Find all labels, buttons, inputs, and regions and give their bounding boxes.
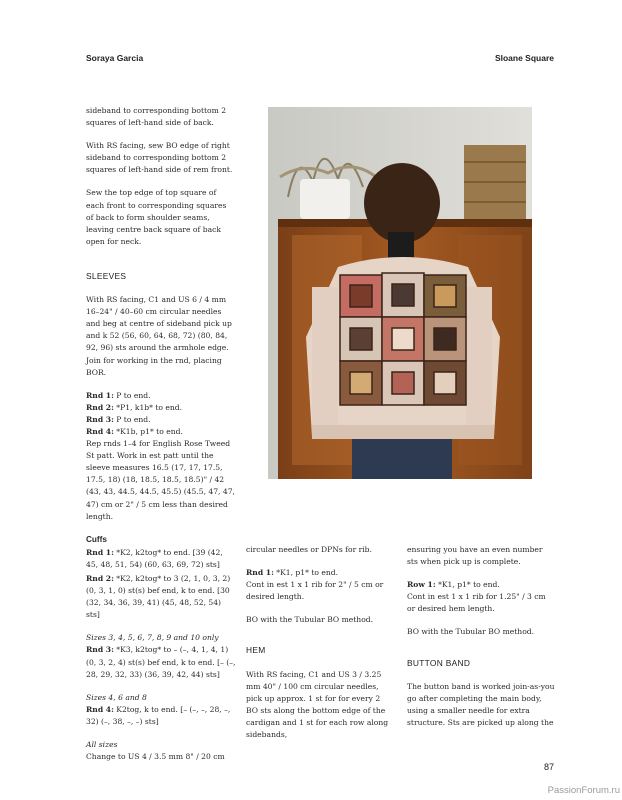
text-column-1 xyxy=(86,105,236,763)
round-2: Rnd 2: *P1, k1b* to end. xyxy=(86,402,183,412)
round-4: Rnd 4: *K1b, p1* to end. xyxy=(86,426,183,436)
cuff-round-2: Rnd 2: *K2, k2tog* to 3 (2, 1, 0, 3, 2) (0, 3, 1, 0) st(s) bef end, k to end. [30 (32, 34, 36, 39, 41) (45, 48, 52, 54) sts] xyxy=(86,574,231,620)
section-heading-sleeves: SLEEVES xyxy=(86,270,127,281)
model-photo xyxy=(268,107,532,479)
author-name: Soraya Garcia xyxy=(86,53,144,63)
cuff-round-4: Rnd 4: K2tog, k to end. [– (–, –, 28, –, 32) (–, 38, –, –) sts] xyxy=(86,704,231,726)
paragraph: Rep rnds 1–4 for English Rose Tweed St patt. Work in est patt until the sleeve measures 16.5 (17, 17, 17.5, 17.5, 18) (18, 18.5, 18.5, 18.5)" / 42 (43, 43, 44.5, 44.5, 45.5) (45.5, 47, 47, 47) cm or 2" / 5 cm less than desired length. xyxy=(86,439,235,521)
sizes-note: Sizes 4, 6 and 8 xyxy=(86,692,147,702)
section-heading-hem: HEM xyxy=(246,645,266,656)
paragraph: Cont in est 1 x 1 rib for 1.25" / 3 cm or desired hem length. xyxy=(407,592,546,614)
paragraph: With RS facing, C1 and US 3 / 3.25 mm 40" / 100 cm circular needles, pick up approx. 1 st for for every 2 BO sts along the bottom edge of the cardigan and 1 st for each row along sidebands, xyxy=(246,669,389,740)
round-1: Rnd 1: P to end. xyxy=(86,390,151,400)
paragraph: Change to US 4 / 3.5 mm 8" / 20 cm xyxy=(86,752,225,762)
watermark: PassionForum.ru xyxy=(547,785,620,796)
sizes-note: All sizes xyxy=(86,740,118,750)
sizes-note: Sizes 3, 4, 5, 6, 7, 8, 9 and 10 only xyxy=(86,633,219,643)
subheading-cuffs: Cuffs xyxy=(86,534,107,544)
paragraph: BO with the Tubular BO method. xyxy=(407,627,535,637)
paragraph: BO with the Tubular BO method. xyxy=(246,615,374,625)
paragraph: circular needles or DPNs for rib. xyxy=(246,545,372,554)
text-column-3 xyxy=(407,544,555,740)
cuff-round-3: Rnd 3: *K3, k2tog* to – (–, 4, 1, 4, 1) (0, 3, 2, 4) st(s) bef end, k to end. [– (–, 28, 29, 32, 33) (36, 39, 42, 44) sts] xyxy=(86,645,236,679)
paragraph: sideband to corresponding bottom 2 squares of left-hand side of back. xyxy=(86,106,227,128)
round-1: Rnd 1: *K1, p1* to end. xyxy=(246,568,339,578)
paragraph: With RS facing, sew BO edge of right sideband to corresponding bottom 2 squares of left-hand side of rem front. xyxy=(86,141,233,175)
paragraph: Cont in est 1 x 1 rib for 2" / 5 cm or desired length. xyxy=(246,580,384,602)
row-1: Row 1: *K1, p1* to end. xyxy=(407,580,500,590)
round-instructions xyxy=(86,390,236,438)
section-heading-button-band: BUTTON BAND xyxy=(407,657,471,668)
paragraph: ensuring you have an even number sts when pick up is complete. xyxy=(407,545,543,567)
cuff-round-1: Rnd 1: *K2, k2tog* to end. [39 (42, 45, 48, 51, 54) (60, 63, 69, 72) sts] xyxy=(86,547,223,569)
text-column-2 xyxy=(246,544,394,752)
paragraph: Sew the top edge of top square of each front to corresponding squares of back to form shoulder seams, leaving centre back square of back open for neck. xyxy=(86,188,227,246)
page-number: 87 xyxy=(543,762,554,772)
round-3: Rnd 3: P to end. xyxy=(86,414,151,424)
paragraph: The button band is worked join-as-you go after completing the main body, using a smaller needle for extra structure. Sts are picked up along the xyxy=(407,681,555,727)
paragraph: With RS facing, C1 and US 6 / 4 mm 16–24" / 40–60 cm circular needles and beg at centre of sideband pick up and k 52 (56, 60, 64, 68, 72) (80, 84, 92, 96) sts around the armhole edge. Join for working in the rnd, placing BOR. xyxy=(86,295,232,377)
pattern-title: Sloane Square xyxy=(494,53,554,63)
